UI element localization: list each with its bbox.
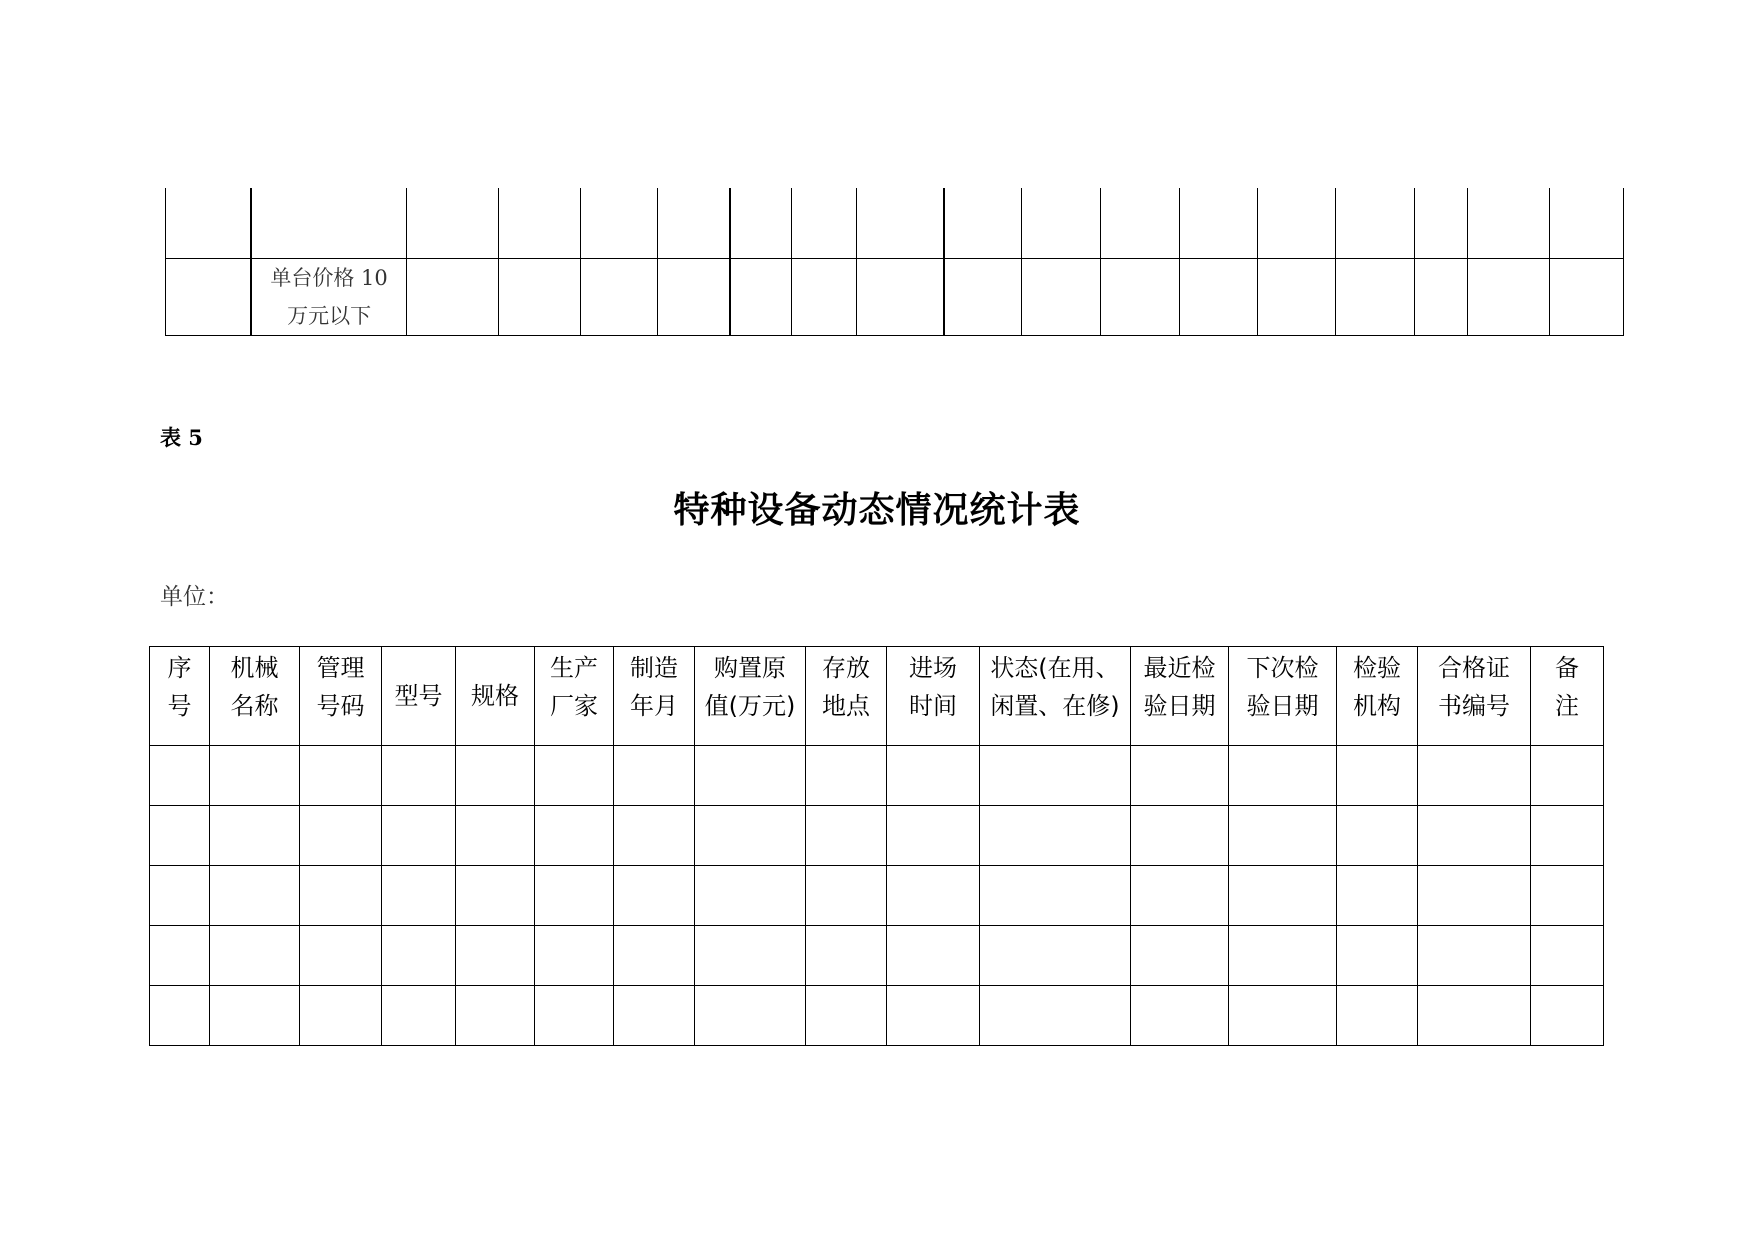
column-header [1229, 647, 1337, 746]
table-cell [695, 806, 806, 866]
table-cell [1468, 188, 1549, 259]
column-header-text: 机构 [1353, 692, 1401, 720]
table-cell [614, 806, 695, 866]
table-cell [980, 866, 1131, 926]
table-cell [695, 926, 806, 986]
table-cell [1100, 188, 1179, 259]
table-cell [1531, 986, 1604, 1046]
table-cell [695, 866, 806, 926]
table-cell [535, 746, 614, 806]
table-cell [1229, 866, 1337, 926]
unit-label: 单位： [160, 584, 229, 610]
table-cell [382, 746, 456, 806]
column-header-text: 值(万元) [704, 692, 796, 720]
table-cell [1022, 188, 1100, 259]
table-cell [944, 188, 1022, 259]
column-header [1337, 647, 1418, 746]
table-row [150, 746, 1604, 806]
table-row [150, 986, 1604, 1046]
table-cell [1131, 986, 1229, 1046]
table-cell [581, 259, 657, 336]
table-cell [806, 866, 887, 926]
column-header-text: 时间 [909, 692, 957, 720]
table-cell [791, 188, 857, 259]
table-cell [456, 926, 535, 986]
column-header-text: 注 [1555, 692, 1579, 720]
column-header [456, 647, 535, 746]
column-header-text: 状态(在用、 [990, 654, 1120, 682]
column-header-text: 存放 [822, 654, 870, 682]
table-cell [1229, 926, 1337, 986]
table-cell [857, 188, 944, 259]
column-header-text: 购置原 [714, 654, 786, 682]
column-header-text: 年月 [630, 692, 678, 720]
price-range-label [251, 259, 406, 336]
table-cell [150, 806, 210, 866]
table-cell [581, 188, 657, 259]
table-cell [150, 866, 210, 926]
column-header [150, 647, 210, 746]
table-header-row [150, 647, 1604, 746]
column-header-text: 验日期 [1143, 692, 1216, 720]
column-header [1131, 647, 1229, 746]
column-header [1531, 647, 1604, 746]
table-cell [1414, 188, 1468, 259]
table-cell [1131, 866, 1229, 926]
table-cell [1549, 188, 1623, 259]
table-cell [407, 259, 499, 336]
table-cell [166, 259, 252, 336]
column-header-text: 书编号 [1438, 692, 1510, 720]
column-header-text: 名称 [230, 692, 279, 720]
previous-table-fragment [165, 188, 1624, 336]
table-cell [150, 986, 210, 1046]
table-cell [730, 259, 791, 336]
column-header [535, 647, 614, 746]
table-cell [1131, 746, 1229, 806]
table-cell [1418, 986, 1531, 1046]
equipment-table [149, 646, 1604, 1046]
column-header-text: 号 [167, 692, 192, 720]
table-cell [1258, 259, 1336, 336]
table-cell [614, 986, 695, 1046]
table-cell [1179, 188, 1257, 259]
table-row [150, 806, 1604, 866]
table-cell [1531, 746, 1604, 806]
table-cell [887, 746, 980, 806]
table-cell [1229, 806, 1337, 866]
table-cell [1549, 259, 1623, 336]
column-header-text: 检验 [1353, 654, 1401, 682]
column-header [210, 647, 300, 746]
table-cell [806, 746, 887, 806]
table-cell [1418, 746, 1531, 806]
table-cell [1337, 866, 1418, 926]
table-cell [300, 806, 382, 866]
table-cell [456, 986, 535, 1046]
table-cell [806, 806, 887, 866]
table-cell [535, 806, 614, 866]
table-cell [695, 746, 806, 806]
table-cell [210, 926, 300, 986]
column-header-text: 序 [167, 654, 192, 682]
table-cell [382, 986, 456, 1046]
table-cell [980, 746, 1131, 806]
table-cell [166, 188, 252, 259]
table-cell [382, 926, 456, 986]
table-cell [1418, 866, 1531, 926]
column-header [382, 647, 456, 746]
table-cell [300, 986, 382, 1046]
table-cell [535, 926, 614, 986]
table-cell [456, 746, 535, 806]
table-cell [887, 926, 980, 986]
table-cell [300, 746, 382, 806]
column-header-text: 下次检 [1246, 654, 1319, 682]
column-header [887, 647, 980, 746]
column-header [806, 647, 887, 746]
table-cell [150, 746, 210, 806]
table-cell [980, 926, 1131, 986]
table-cell [210, 806, 300, 866]
column-header-text: 闲置、在修) [990, 692, 1120, 720]
table-cell [499, 188, 581, 259]
table-cell [456, 866, 535, 926]
table-cell [857, 259, 944, 336]
table-cell [980, 986, 1131, 1046]
table-cell [980, 806, 1131, 866]
column-header [695, 647, 806, 746]
table-cell [614, 866, 695, 926]
table-cell [535, 866, 614, 926]
table-cell [210, 746, 300, 806]
table-cell [1531, 806, 1604, 866]
table-cell [535, 986, 614, 1046]
column-header-text: 制造 [630, 654, 678, 682]
table-cell [887, 806, 980, 866]
table-cell [1414, 259, 1468, 336]
table-cell [944, 259, 1022, 336]
table-cell [1336, 259, 1414, 336]
table-cell [791, 259, 857, 336]
column-header-text: 规格 [471, 682, 519, 710]
table-cell [1337, 986, 1418, 1046]
table-cell [614, 926, 695, 986]
table-cell [499, 259, 581, 336]
table-cell [1337, 746, 1418, 806]
column-header-text: 生产 [550, 654, 598, 682]
column-header-text: 号码 [316, 692, 365, 720]
table-cell [806, 986, 887, 1046]
table-cell [456, 806, 535, 866]
table-cell [1258, 188, 1336, 259]
table-cell [1531, 866, 1604, 926]
column-header-text: 厂家 [550, 692, 598, 720]
table-cell [407, 188, 499, 259]
column-header [1418, 647, 1531, 746]
table-cell [210, 866, 300, 926]
table-cell [210, 986, 300, 1046]
table-cell [382, 806, 456, 866]
price-label-line2: 万元以下 [287, 304, 372, 328]
table-cell [1418, 926, 1531, 986]
table-cell [300, 866, 382, 926]
table-cell [806, 926, 887, 986]
column-header [300, 647, 382, 746]
table-cell [1336, 188, 1414, 259]
table-cell [1229, 986, 1337, 1046]
price-label-line1: 单台价格 10 [270, 266, 388, 290]
table-cell [1418, 806, 1531, 866]
column-header-text: 验日期 [1246, 692, 1319, 720]
table-cell [1337, 806, 1418, 866]
column-header-text: 合格证 [1438, 654, 1510, 682]
table-cell [1022, 259, 1100, 336]
table-cell [887, 986, 980, 1046]
table-cell [695, 986, 806, 1046]
table-row [150, 866, 1604, 926]
table-cell [251, 188, 406, 259]
table-cell [150, 926, 210, 986]
table-cell [1337, 926, 1418, 986]
table-cell [382, 866, 456, 926]
column-header-text: 机械 [230, 654, 279, 682]
column-header [980, 647, 1131, 746]
column-header-text: 备 [1555, 654, 1579, 682]
column-header-text: 管理 [316, 654, 365, 682]
table-cell [1100, 259, 1179, 336]
table-cell [1131, 926, 1229, 986]
table-cell [614, 746, 695, 806]
table-cell [657, 188, 730, 259]
column-header [614, 647, 695, 746]
table-cell [657, 259, 730, 336]
column-header-text: 地点 [822, 692, 870, 720]
table-cell [300, 926, 382, 986]
table-cell [1531, 926, 1604, 986]
table-cell [730, 188, 791, 259]
column-header-text: 型号 [394, 682, 443, 710]
table-cell [1468, 259, 1549, 336]
table-cell [887, 866, 980, 926]
table-row [150, 926, 1604, 986]
table-cell [1131, 806, 1229, 866]
page-title: 特种设备动态情况统计表 [673, 490, 1081, 531]
table-number: 表 5 [160, 425, 203, 450]
table-cell [1179, 259, 1257, 336]
column-header-text: 最近检 [1143, 654, 1216, 682]
table-cell [1229, 746, 1337, 806]
column-header-text: 进场 [909, 654, 957, 682]
